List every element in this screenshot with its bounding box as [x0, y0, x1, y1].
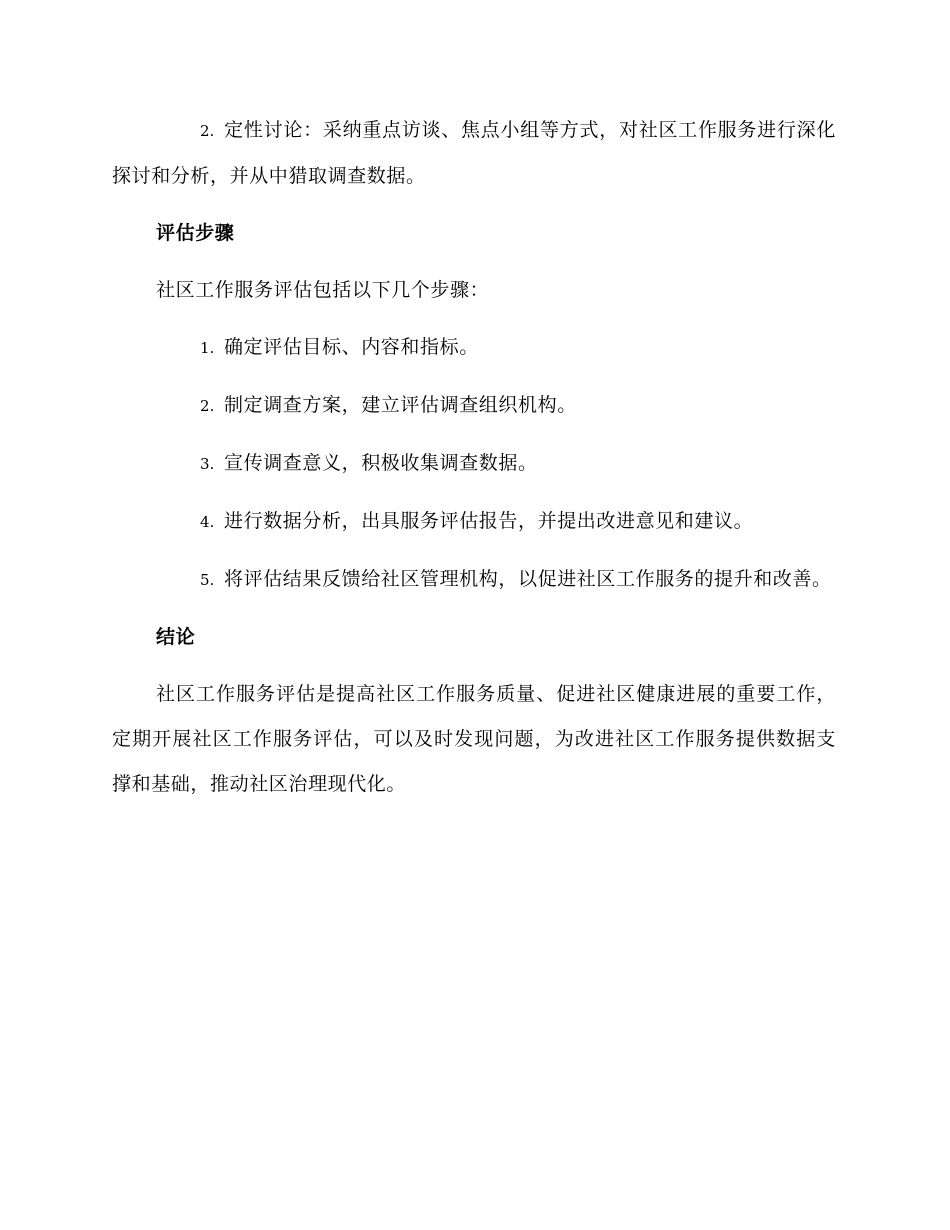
spacer	[112, 660, 836, 672]
spacer	[112, 313, 836, 325]
section-heading-steps: 评估步骤	[156, 222, 235, 244]
list-item-number: 2.	[200, 397, 215, 415]
spacer	[112, 256, 836, 268]
spacer	[112, 429, 836, 441]
list-item-text: 确定评估目标、内容和指标。	[224, 336, 479, 358]
steps-list-item	[112, 557, 836, 603]
section-heading-conclusion: 结论	[156, 626, 196, 648]
list-item-text: 进行数据分析，出具服务评估报告，并提出改进意见和建议。	[224, 510, 754, 532]
list-item-text: 将评估结果反馈给社区管理机构，以促进社区工作服务的提升和改善。	[224, 568, 832, 590]
steps-list-item	[112, 383, 836, 429]
steps-list-item	[112, 325, 836, 371]
list-item-text: 定性讨论：采纳重点访谈、焦点小组等方式，对社区工作服务进行深化探讨和分析，并从中猎取调查数据。	[112, 119, 836, 187]
list-item-number: 4.	[200, 513, 215, 531]
list-item-text: 制定调查方案，建立评估调查组织机构。	[224, 394, 577, 416]
steps-intro-paragraph: 社区工作服务评估包括以下几个步骤：	[156, 279, 490, 301]
list-item-number: 5.	[200, 571, 215, 589]
list-item-number: 1.	[200, 339, 215, 357]
steps-list-item	[112, 499, 836, 545]
spacer	[112, 603, 836, 615]
spacer	[112, 199, 836, 211]
spacer	[112, 371, 836, 383]
conclusion-paragraph: 社区工作服务评估是提高社区工作服务质量、促进社区健康进展的重要工作，定期开展社区工作服务评估，可以及时发现问题，为改进社区工作服务提供数据支撑和基础，推动社区治理现代化。	[112, 683, 836, 795]
methods-list-item	[112, 108, 836, 199]
document-body	[112, 108, 836, 807]
spacer	[112, 487, 836, 499]
list-item-number: 3.	[200, 455, 215, 473]
steps-list-item	[112, 441, 836, 487]
list-item-number: 2.	[200, 122, 215, 140]
list-item-text: 宣传调查意义，积极收集调查数据。	[224, 452, 538, 474]
spacer	[112, 545, 836, 557]
